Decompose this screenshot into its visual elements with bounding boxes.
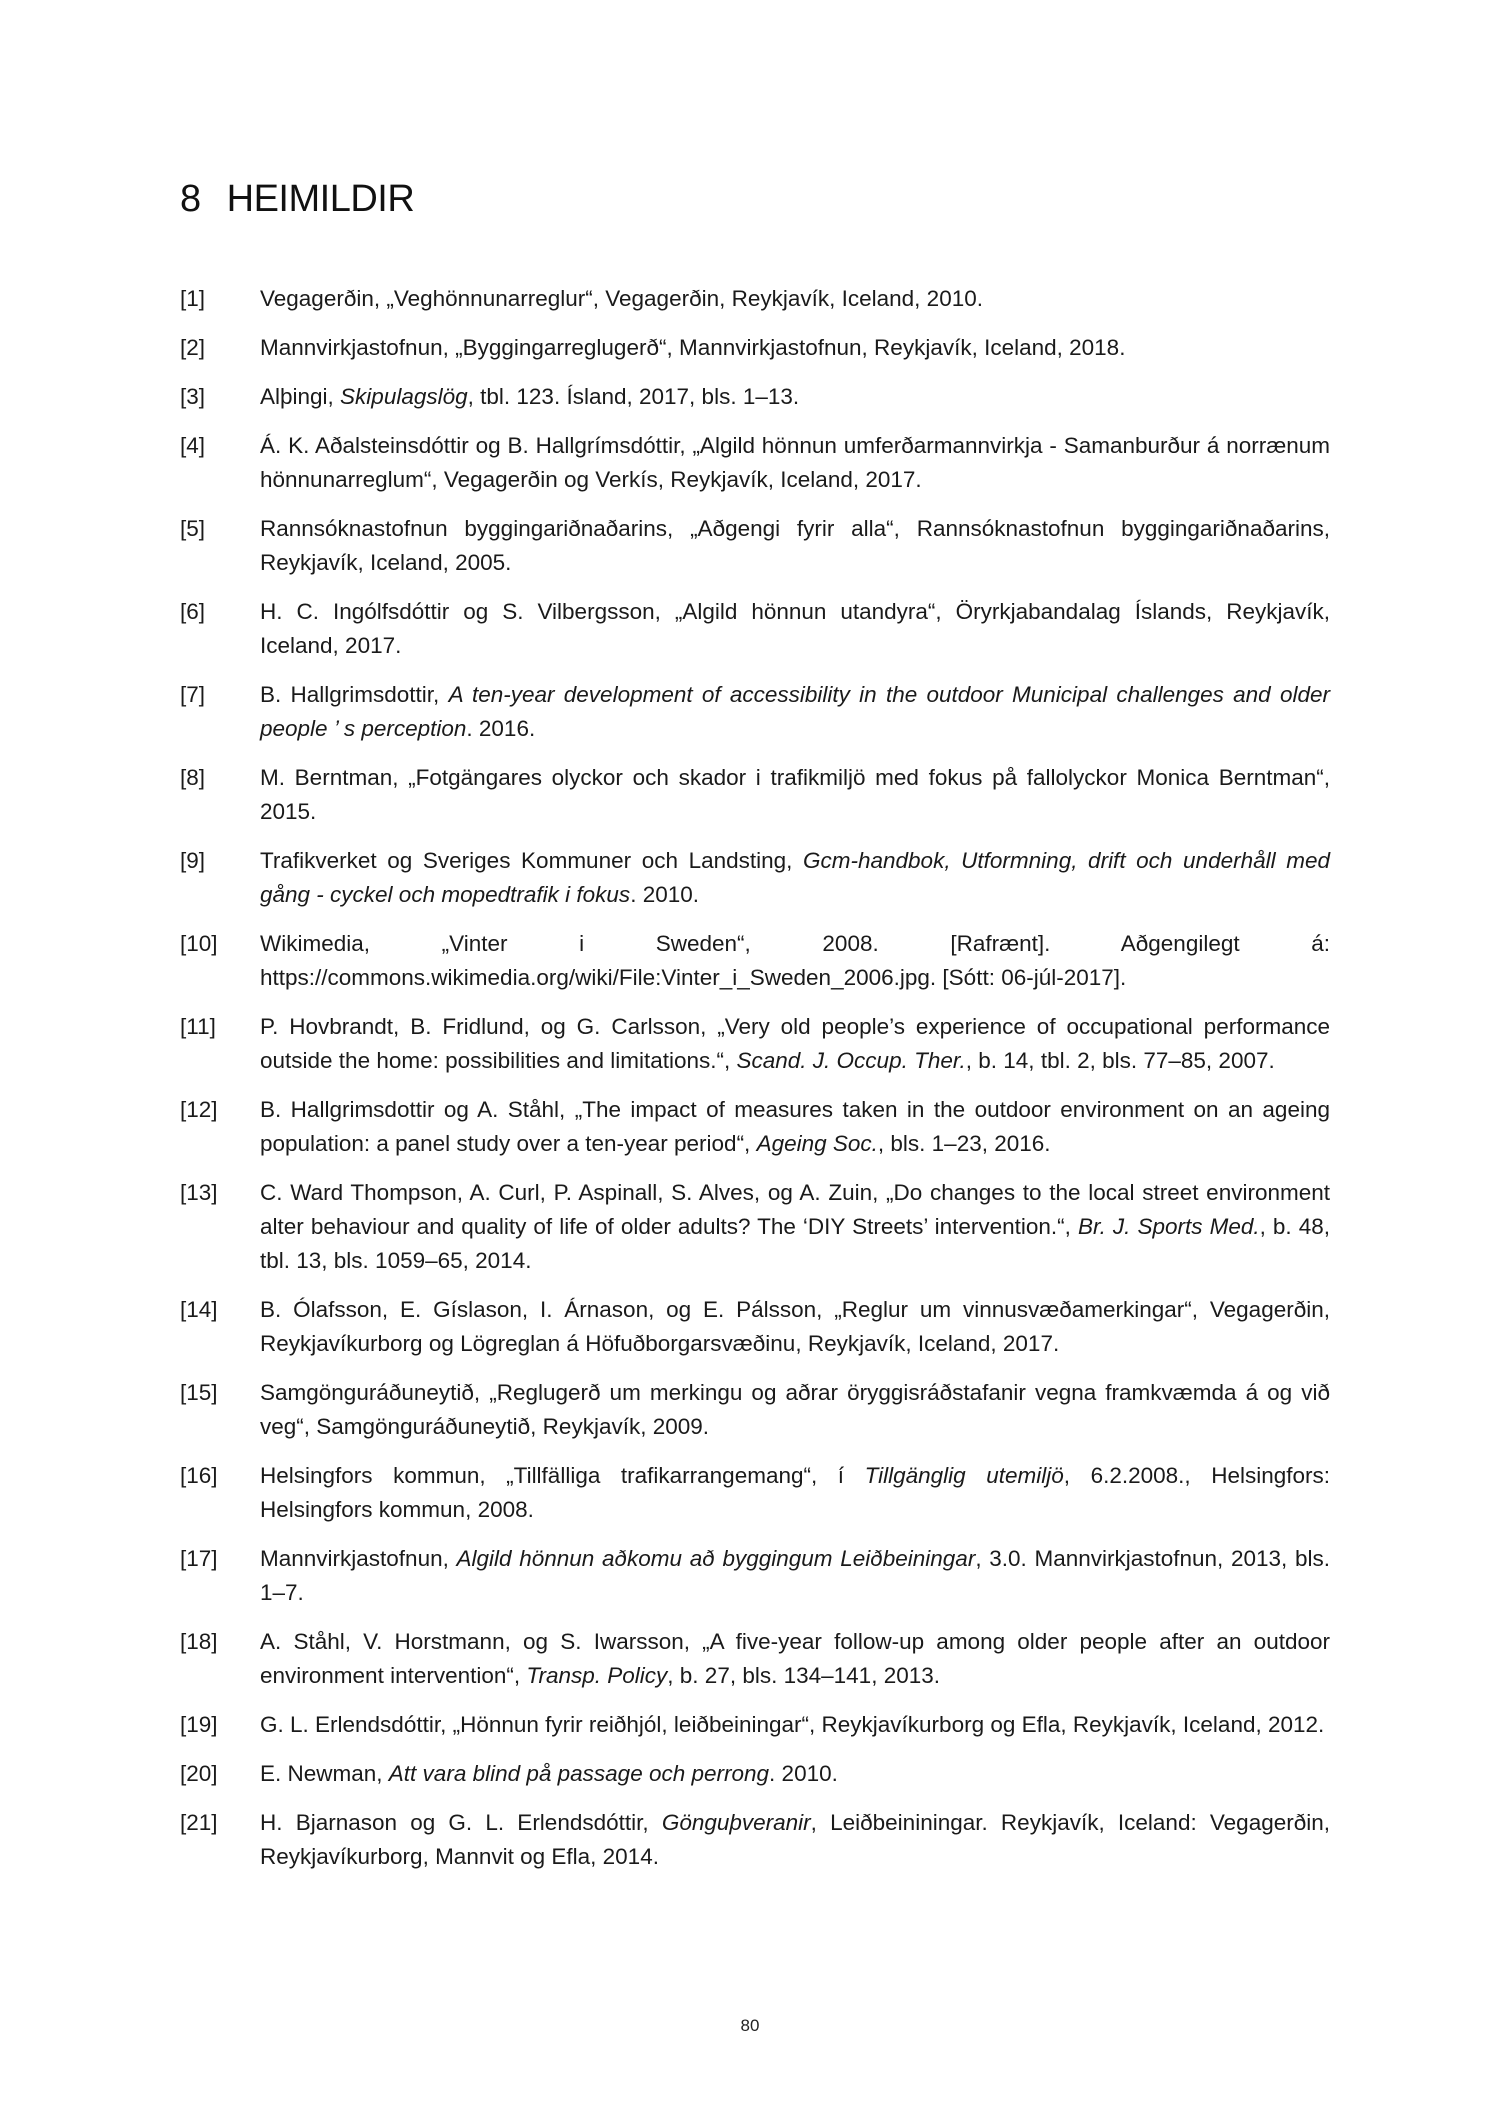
reference-text xyxy=(260,1625,1330,1693)
reference-label: [10] xyxy=(180,931,218,956)
reference-italic-title: Br. J. Sports Med. xyxy=(1077,1214,1260,1239)
reference-text xyxy=(260,1376,1330,1444)
reference-item xyxy=(180,761,1330,829)
reference-label: [16] xyxy=(180,1463,218,1488)
reference-italic-title: A ten-year development of accessibility in the outdoor Municipal challenges and older people ’ s perception xyxy=(260,682,1330,741)
reference-text-segment: G. L. Erlendsdóttir, „Hönnun fyrir reiðhjól, leiðbeiningar“, Reykjavíkurborg og Efla, Reykjavík, Iceland, 2012. xyxy=(260,1712,1325,1737)
reference-text xyxy=(260,1708,1330,1742)
reference-label: [15] xyxy=(180,1380,218,1405)
reference-item xyxy=(180,1176,1330,1278)
reference-italic-title: Transp. Policy xyxy=(526,1663,668,1688)
reference-text xyxy=(260,1459,1330,1527)
reference-text-segment: B. Hallgrimsdottir, xyxy=(260,682,449,707)
reference-item xyxy=(180,844,1330,912)
reference-text-segment: A. Ståhl, V. Horstmann, og S. Iwarsson, „A five-year follow-up among older people after an outdoor environment intervention“, xyxy=(260,1629,1330,1688)
reference-text-segment: , 6.2.2008., Helsingfors: Helsingfors kommun, 2008. xyxy=(260,1463,1330,1522)
reference-item xyxy=(180,1459,1330,1527)
reference-italic-title: Algild hönnun aðkomu að byggingum Leiðbeiningar xyxy=(456,1546,976,1571)
reference-item xyxy=(180,1757,1330,1791)
reference-text-segment: , 3.0. Mannvirkjastofnun, 2013, bls. 1–7. xyxy=(260,1546,1330,1605)
reference-text-segment: H. Bjarnason og G. L. Erlendsdóttir, xyxy=(260,1810,662,1835)
reference-text xyxy=(260,1757,1330,1791)
reference-text-segment: E. Newman, xyxy=(260,1761,389,1786)
reference-text-segment: Á. K. Aðalsteinsdóttir og B. Hallgrímsdóttir, „Algild hönnun umferðarmannvirkja - Samanburður á norrænum hönnunarreglum“, Vegagerðin og Verkís, Reykjavík, Iceland, 2017. xyxy=(260,433,1330,492)
reference-italic-title: Att vara blind på passage och perrong xyxy=(388,1761,770,1786)
reference-text xyxy=(260,282,1330,316)
reference-text-segment: Vegagerðin, „Veghönnunarreglur“, Vegagerðin, Reykjavík, Iceland, 2010. xyxy=(260,286,983,311)
reference-item xyxy=(180,1542,1330,1610)
reference-text-segment: P. Hovbrandt, B. Fridlund, og G. Carlsson, „Very old people’s experience of occupational performance outside the home: possibilities and limitations.“, xyxy=(260,1014,1330,1073)
reference-text xyxy=(260,380,1330,414)
reference-italic-title: Ageing Soc. xyxy=(756,1131,878,1156)
reference-text-segment: , b. 48, tbl. 13, bls. 1059–65, 2014. xyxy=(260,1214,1330,1273)
reference-item xyxy=(180,1708,1330,1742)
reference-text-segment: M. Berntman, „Fotgängares olyckor och skador i trafikmiljö med fokus på fallolyckor Monica Berntman“, 2015. xyxy=(260,765,1330,824)
section-heading xyxy=(180,178,414,221)
reference-item xyxy=(180,1010,1330,1078)
reference-text xyxy=(260,1293,1330,1361)
reference-text-segment: , b. 27, bls. 134–141, 2013. xyxy=(667,1663,940,1688)
reference-label: [20] xyxy=(180,1761,218,1786)
reference-text-segment: Wikimedia, „Vinter i Sweden“, 2008. [Rafrænt]. Aðgengilegt á: https://commons.wikimedia.org/wiki/File:Vinter_i_Sweden_2006.jpg. [Sótt: 06-júl-2017]. xyxy=(260,931,1330,990)
reference-text xyxy=(260,1010,1330,1078)
reference-text-segment: . 2010. xyxy=(630,882,699,907)
reference-list xyxy=(180,282,1330,1889)
reference-text-segment: , Leiðbeininingar. Reykjavík, Iceland: Vegagerðin, Reykjavíkurborg, Mannvit og Efla, 2014. xyxy=(260,1810,1331,1869)
reference-text-segment: Rannsóknastofnun byggingariðnaðarins, „Aðgengi fyrir alla“, Rannsóknastofnun byggingariðnaðarins, Reykjavík, Iceland, 2005. xyxy=(260,516,1330,575)
section-title: HEIMILDIR xyxy=(226,178,415,220)
reference-item xyxy=(180,678,1330,746)
reference-text xyxy=(260,1176,1330,1278)
reference-text xyxy=(260,331,1330,365)
reference-label: [19] xyxy=(180,1712,218,1737)
reference-item xyxy=(180,512,1330,580)
reference-label: [21] xyxy=(180,1810,218,1835)
reference-text xyxy=(260,678,1330,746)
reference-text-segment: , tbl. 123. Ísland, 2017, bls. 1–13. xyxy=(467,384,800,409)
reference-label: [8] xyxy=(180,765,206,790)
reference-label: [14] xyxy=(180,1297,218,1322)
reference-label: [3] xyxy=(180,384,206,409)
reference-item xyxy=(180,927,1330,995)
reference-item xyxy=(180,429,1330,497)
reference-text-segment: Samgönguráðuneytið, „Reglugerð um merkingu og aðrar öryggisráðstafanir vegna framkvæmda á og við veg“, Samgönguráðuneytið, Reykjavík, 2009. xyxy=(260,1380,1330,1439)
reference-text-segment: Helsingfors kommun, „Tillfälliga trafikarrangemang“, í xyxy=(260,1463,865,1488)
reference-label: [18] xyxy=(180,1629,218,1654)
reference-text xyxy=(260,927,1330,995)
reference-label: [4] xyxy=(180,433,206,458)
reference-italic-title: Gcm-handbok, Utformning, drift och underhåll med gång - cyckel och mopedtrafik i fokus xyxy=(260,848,1330,907)
reference-label: [13] xyxy=(180,1180,218,1205)
reference-item xyxy=(180,1376,1330,1444)
reference-text-segment: H. C. Ingólfsdóttir og S. Vilbergsson, „Algild hönnun utandyra“, Öryrkjabandalag Íslands, Reykjavík, Iceland, 2017. xyxy=(260,599,1330,658)
reference-text xyxy=(260,595,1330,663)
reference-text-segment: Trafikverket og Sveriges Kommuner och Landsting, xyxy=(260,848,803,873)
reference-text-segment: . 2016. xyxy=(466,716,536,741)
reference-italic-title: Gönguþveranir xyxy=(661,1810,811,1835)
reference-text-segment: . 2010. xyxy=(769,1761,838,1786)
reference-text xyxy=(260,1093,1330,1161)
reference-item xyxy=(180,380,1330,414)
reference-italic-title: Tillgänglig utemiljö xyxy=(864,1463,1064,1488)
reference-italic-title: Skipulagslög xyxy=(340,384,468,409)
reference-item xyxy=(180,1093,1330,1161)
reference-text xyxy=(260,512,1330,580)
reference-label: [6] xyxy=(180,599,206,624)
reference-label: [12] xyxy=(180,1097,218,1122)
reference-text-segment: Mannvirkjastofnun, xyxy=(260,1546,457,1571)
reference-text-segment: B. Hallgrimsdottir og A. Ståhl, „The impact of measures taken in the outdoor environment on an ageing population: a panel study over a ten-year period“, xyxy=(260,1097,1330,1156)
section-number: 8 xyxy=(180,178,201,220)
reference-text-segment: , b. 14, tbl. 2, bls. 77–85, 2007. xyxy=(965,1048,1275,1073)
reference-item xyxy=(180,1293,1330,1361)
reference-label: [1] xyxy=(180,286,206,311)
page-number: 80 xyxy=(740,2016,760,2035)
reference-label: [5] xyxy=(180,516,206,541)
reference-text xyxy=(260,844,1330,912)
reference-item xyxy=(180,1625,1330,1693)
reference-text xyxy=(260,1542,1330,1610)
reference-label: [11] xyxy=(180,1014,216,1039)
reference-item xyxy=(180,1806,1330,1874)
reference-label: [7] xyxy=(180,682,206,707)
reference-label: [17] xyxy=(180,1546,218,1571)
reference-text-segment: , bls. 1–23, 2016. xyxy=(877,1131,1051,1156)
reference-item xyxy=(180,282,1330,316)
reference-item xyxy=(180,595,1330,663)
reference-text-segment: C. Ward Thompson, A. Curl, P. Aspinall, S. Alves, og A. Zuin, „Do changes to the local street environment alter behaviour and quality of life of older adults? The ‘DIY Streets’ intervention.“, xyxy=(260,1180,1330,1239)
reference-text-segment: Mannvirkjastofnun, „Byggingarreglugerð“, Mannvirkjastofnun, Reykjavík, Iceland, 2018. xyxy=(260,335,1126,360)
reference-text-segment: B. Ólafsson, E. Gíslason, I. Árnason, og E. Pálsson, „Reglur um vinnusvæðamerkingar“, Vegagerðin, Reykjavíkurborg og Lögreglan á Höfuðborgarsvæðinu, Reykjavík, Iceland, 2017. xyxy=(260,1297,1330,1356)
reference-label: [2] xyxy=(180,335,206,360)
reference-text xyxy=(260,1806,1330,1874)
reference-item xyxy=(180,331,1330,365)
reference-label: [9] xyxy=(180,848,206,873)
reference-text-segment: Alþingi, xyxy=(260,384,341,409)
reference-text xyxy=(260,761,1330,829)
reference-text xyxy=(260,429,1330,497)
reference-italic-title: Scand. J. Occup. Ther. xyxy=(736,1048,966,1073)
